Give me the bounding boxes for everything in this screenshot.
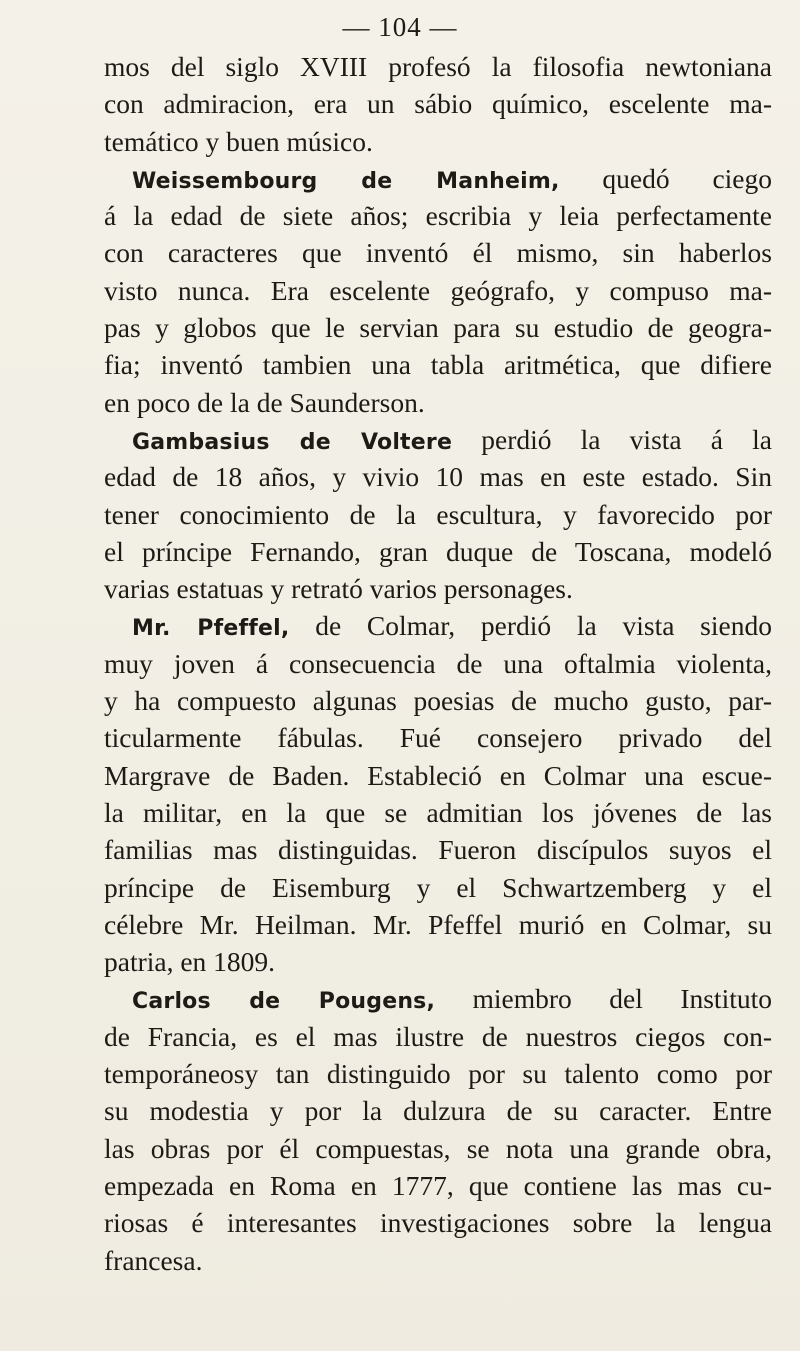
text-run: de Colmar, perdió la vista siendo (289, 610, 772, 642)
text-line: las obras por él compuestas, se nota una grande obra, (104, 1132, 772, 1164)
text-line: temático y buen músico. (104, 125, 373, 157)
text-line: empezada en Roma en 1777, que contiene las mas cu- (104, 1169, 772, 1201)
text-line: Margrave de Baden. Estableció en Colmar una escue- (104, 759, 772, 791)
text-line: con caracteres que inventó él mismo, sin haberlos (104, 237, 772, 269)
text-line: su modestia y por la dulzura de su caracter. Entre (104, 1095, 772, 1127)
person-name: Gambasius de Voltere (132, 429, 453, 455)
text-line: ticularmente fábulas. Fué consejero privado del (104, 722, 772, 754)
paragraph (104, 607, 772, 980)
text-line (104, 160, 772, 197)
text-line: edad de 18 años, y vivio 10 mas en este estado. Sin (104, 461, 772, 493)
text-line (104, 421, 772, 458)
person-name: Carlos de Pougens, (132, 989, 436, 1015)
text-line: mos del siglo XVIII profesó la filosofia newtoniana (104, 51, 772, 82)
text-line: de Francia, es el mas ilustre de nuestros ciegos con- (104, 1020, 772, 1052)
text-line: familias mas distinguidas. Fueron discípulos suyos el (104, 834, 772, 866)
paragraph (104, 160, 772, 421)
text-line: riosas é interesantes investigaciones sobre la lengua (104, 1207, 772, 1239)
text-line: con admiracion, era un sábio químico, escelente ma- (104, 88, 772, 120)
body-text (104, 48, 772, 1279)
text-line: el príncipe Fernando, gran duque de Toscana, modeló (104, 535, 772, 567)
text-run: quedó ciego (559, 162, 772, 194)
text-line: la militar, en la que se admitian los jóvenes de las (104, 796, 772, 828)
person-name: Mr. Pfeffel, (132, 616, 290, 642)
text-line: temporáneosy tan distinguido por su talento como por (104, 1058, 772, 1090)
paragraph (104, 421, 772, 607)
text-run: perdió la vista á la (452, 423, 772, 455)
text-line: célebre Mr. Heilman. Mr. Pfeffel murió en Colmar, su (104, 908, 772, 940)
text-line: francesa. (104, 1244, 203, 1276)
text-line: patria, en 1809. (104, 946, 276, 978)
person-name: Weissembourg de Manheim, (132, 168, 560, 194)
text-line: tener conocimiento de la escultura, y favorecido por (104, 498, 772, 530)
text-line: en poco de la de Saunderson. (104, 386, 425, 418)
text-run: miembro del Instituto (435, 983, 772, 1015)
text-line: y ha compuesto algunas poesias de mucho gusto, par- (104, 685, 772, 717)
text-line: muy joven á consecuencia de una oftalmia violenta, (104, 647, 772, 679)
text-line: fia; inventó tambien una tabla aritmética, que difiere (104, 349, 772, 381)
text-line: pas y globos que le servian para su estudio de geogra- (104, 312, 772, 344)
text-line: príncipe de Eisemburg y el Schwartzemberg y el (104, 871, 772, 903)
page-number: — 104 — (342, 12, 458, 42)
text-line: visto nunca. Era escelente geógrafo, y compuso ma- (104, 274, 772, 306)
paragraph (104, 980, 772, 1278)
text-line: á la edad de siete años; escribia y leia perfectamente (104, 200, 772, 232)
text-line (104, 607, 772, 644)
text-line (104, 980, 772, 1017)
paragraph (104, 48, 772, 160)
text-line: varias estatuas y retrató varios personages. (104, 573, 573, 605)
